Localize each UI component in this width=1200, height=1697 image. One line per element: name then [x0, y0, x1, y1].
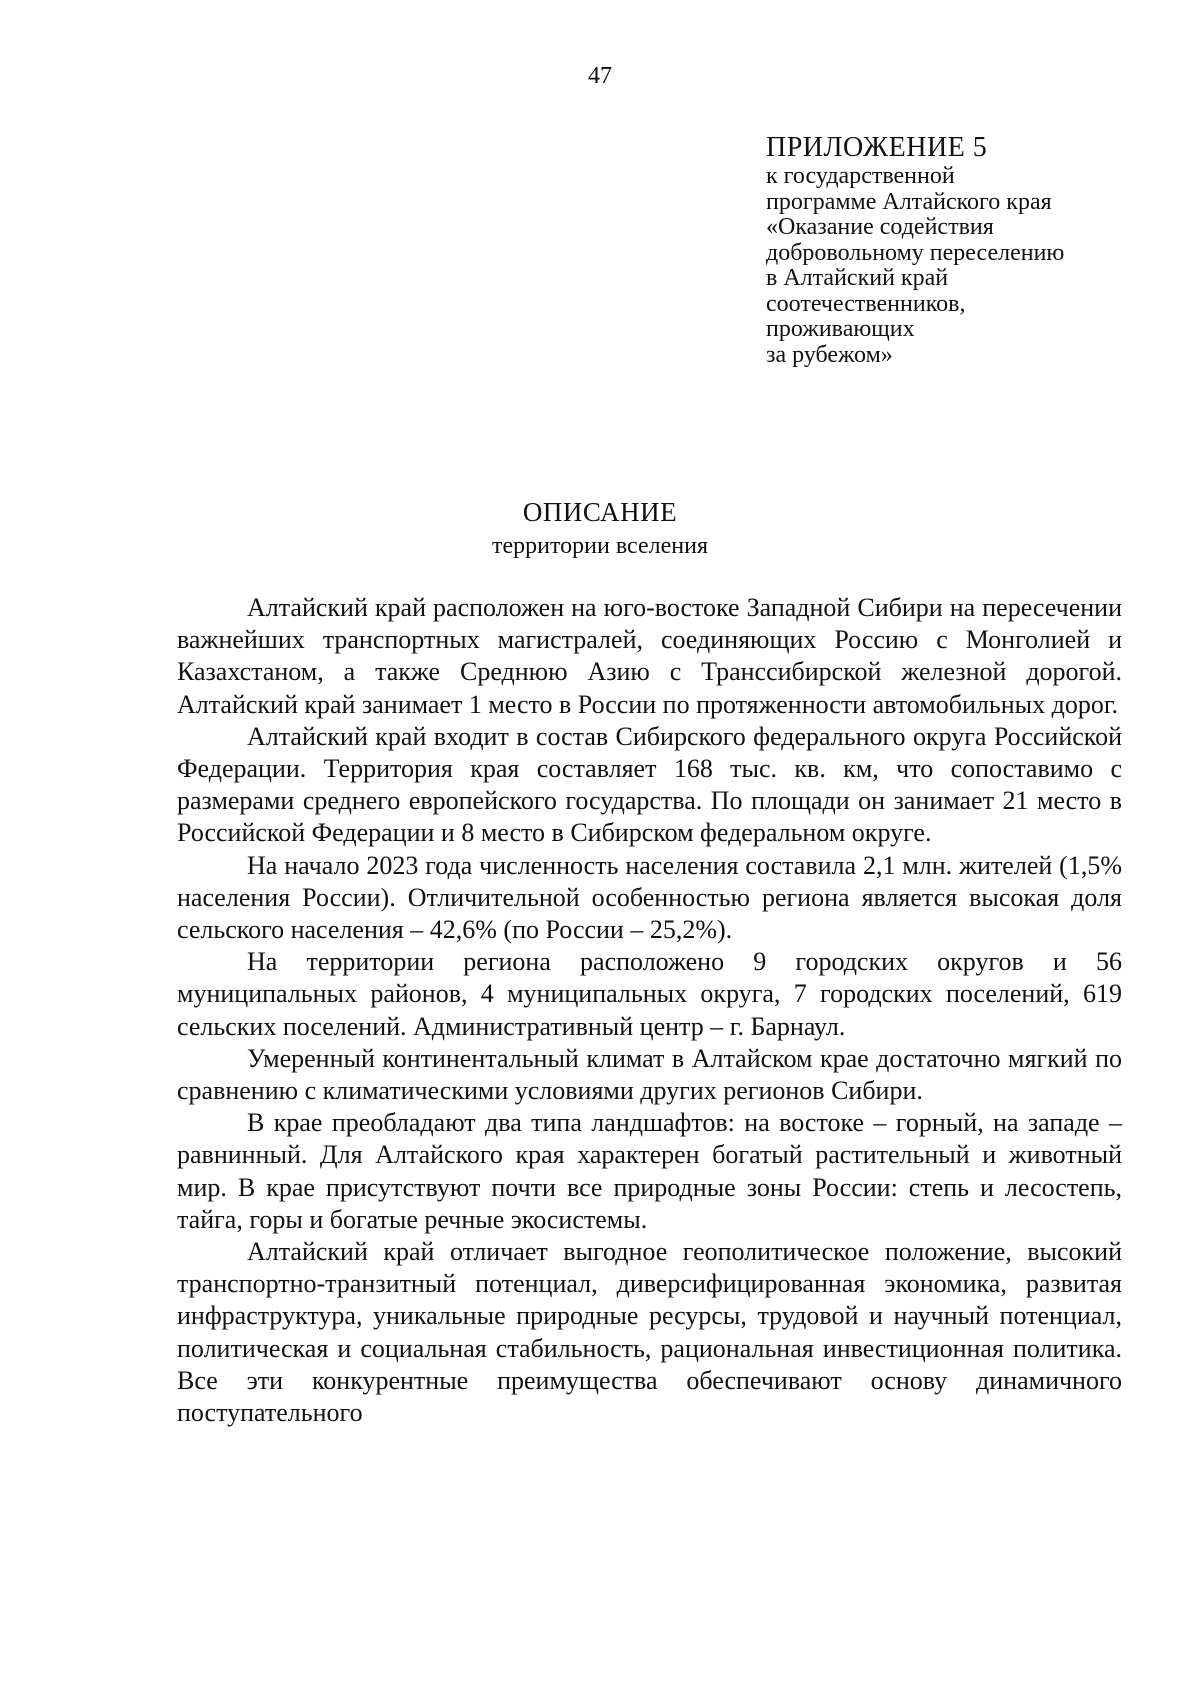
- appendix-line: добровольному переселению: [766, 239, 1065, 266]
- appendix-line: «Оказание содействия: [766, 214, 994, 240]
- heading-subtitle: территории вселения: [492, 533, 708, 559]
- paragraph-municipalities: На территории региона расположено 9 городских округов и 56 муниципальных районов, 4 муниципальных округа, 7 городских поселений, 619 сельских поселений. Административный центр – г. Барнаул.: [177, 947, 1122, 1041]
- appendix-line: к государственной: [766, 163, 955, 189]
- appendix-line: в Алтайский край: [766, 265, 949, 291]
- body-text: [177, 592, 1122, 1429]
- appendix-line: проживающих: [766, 316, 915, 342]
- appendix-line: программе Алтайского края: [766, 188, 1052, 215]
- appendix-line: соотечественников,: [766, 290, 966, 317]
- paragraph-population: На начало 2023 года численность населения составила 2,1 млн. жителей (1,5% населения России). Отличительной особенностью региона является высокая доля сельского населения – 42,6% (по России – 25,2%).: [177, 850, 1122, 945]
- paragraph-territory: Алтайский край входит в состав Сибирского федерального округа Российской Федерации. Территория края составляет 168 тыс. кв. км, что сопоставимо с размерами среднего европейского государства. По площади он занимает 21 место в Российской Федерации и 8 место в Сибирском федеральном округе.: [177, 721, 1122, 848]
- appendix-line: за рубежом»: [766, 341, 893, 368]
- appendix-block: [766, 132, 1186, 368]
- heading-title: ОПИСАНИЕ: [522, 497, 678, 527]
- document-heading: [0, 494, 1200, 562]
- appendix-title: ПРИЛОЖЕНИЕ 5: [766, 132, 988, 163]
- page-number: 47: [588, 63, 612, 89]
- paragraph-climate: Умеренный континентальный климат в Алтайском крае достаточно мягкий по сравнению с климатическими условиями других регионов Сибири.: [177, 1043, 1122, 1106]
- paragraph-advantages: Алтайский край отличает выгодное геополитическое положение, высокий транспортно-транзитный потенциал, диверсифицированная экономика, развитая инфраструктура, уникальные природные ресурсы, трудовой и научный потенциал, политическая и социальная стабильность, рациональная инвестиционная политика. Все эти конкурентные преимущества обеспечивают основу динамичного поступательного: [177, 1237, 1122, 1428]
- paragraph-location: Алтайский край расположен на юго-востоке Западной Сибири на пересечении важнейших транспортных магистралей, соединяющих Россию с Монголией и Казахстаном, а также Среднюю Азию с Транссибирской железной дорогой. Алтайский край занимает 1 место в России по протяженности автомобильных дорог.: [177, 593, 1122, 719]
- paragraph-landscapes: В крае преобладают два типа ландшафтов: на востоке – горный, на западе – равнинный. Для Алтайского края характерен богатый растительный и животный мир. В крае присутствуют почти все природные зоны России: степь и лесостепь, тайга, горы и богатые речные экосистемы.: [177, 1108, 1122, 1234]
